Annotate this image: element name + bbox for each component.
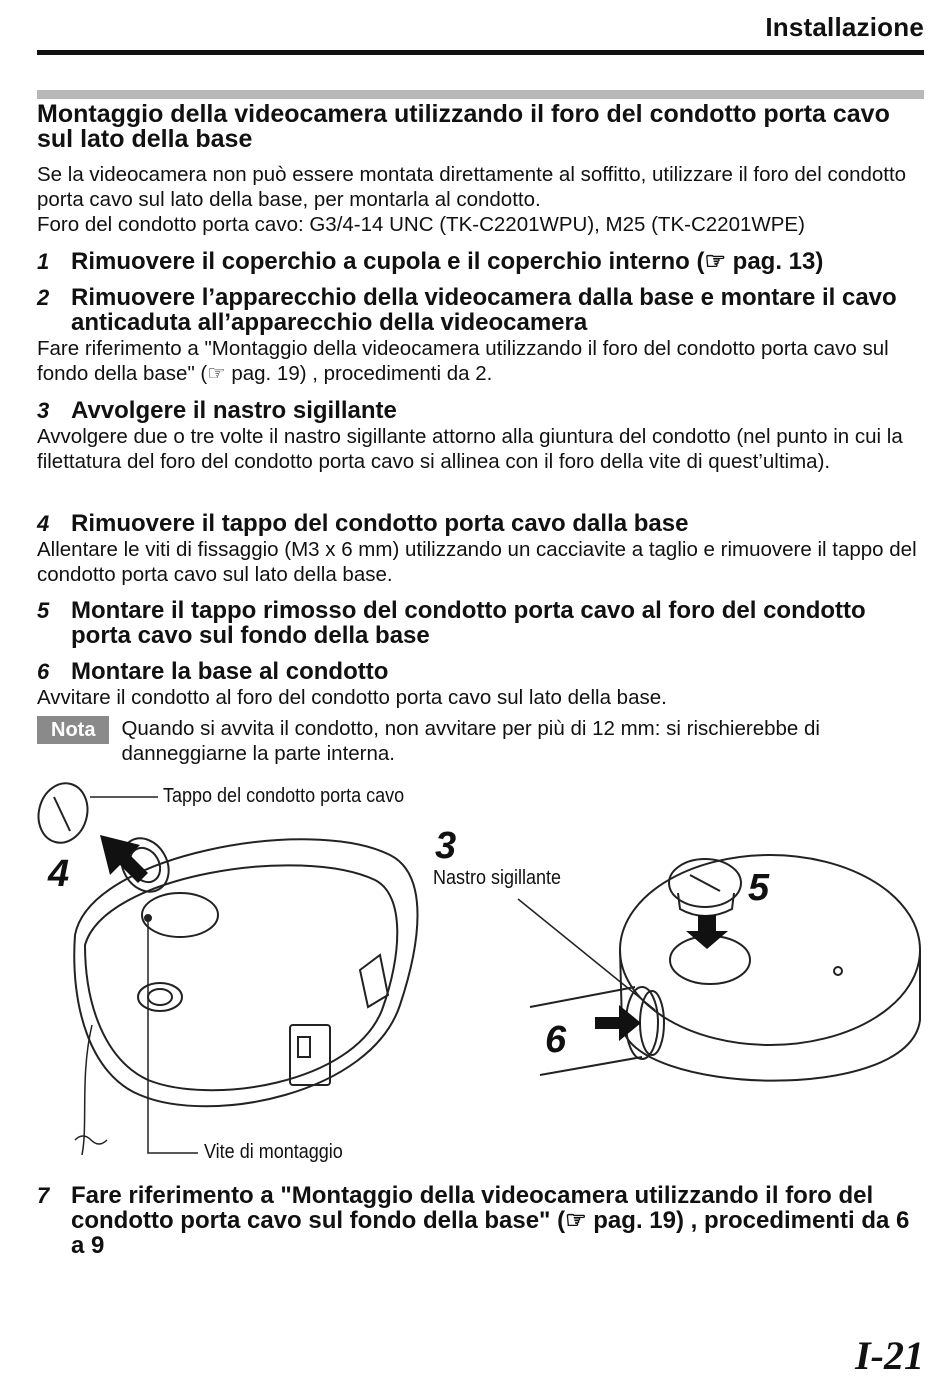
step-title: Rimuovere il tappo del condotto porta cavo dalla base bbox=[71, 510, 689, 537]
page-header bbox=[37, 12, 924, 56]
step-3 bbox=[37, 398, 927, 474]
step-number: 6 bbox=[37, 659, 50, 684]
figure-number-4: 4 bbox=[48, 853, 70, 895]
step-number: 2 bbox=[37, 285, 50, 310]
step-title: Avvolgere il nastro sigillante bbox=[71, 397, 397, 424]
step-number: 7 bbox=[37, 1183, 50, 1208]
step-title: Montare il tappo rimosso del condotto porta cavo al foro del condotto porta cavo sul fondo della base bbox=[71, 597, 866, 649]
step-5 bbox=[37, 598, 927, 648]
right-cap-slot bbox=[690, 875, 720, 891]
step-number: 3 bbox=[37, 398, 50, 423]
step-4 bbox=[37, 511, 927, 587]
intro-paragraph: Foro del condotto porta cavo: G3/4-14 UNC (TK-C2201WPU), M25 (TK-C2201WPE) bbox=[37, 213, 805, 236]
left-terminal-inner bbox=[298, 1037, 310, 1057]
step-1 bbox=[37, 249, 927, 274]
page-number: I-21 bbox=[855, 1333, 924, 1378]
arrow-down-icon bbox=[686, 915, 728, 949]
note-label: Nota bbox=[37, 716, 109, 744]
figure-number-3: 3 bbox=[435, 825, 457, 867]
arrow-up-left-icon bbox=[100, 835, 148, 883]
step-2 bbox=[37, 285, 927, 386]
label-cap: Tappo del condotto porta cavo bbox=[163, 785, 405, 807]
step-number: 1 bbox=[37, 249, 50, 274]
right-small-hole bbox=[834, 967, 842, 975]
label-screw: Vite di montaggio bbox=[204, 1141, 343, 1163]
label-tape: Nastro sigillante bbox=[433, 867, 562, 889]
step-number: 5 bbox=[37, 598, 50, 623]
step-title: Montare la base al condotto bbox=[71, 658, 389, 685]
step-7 bbox=[37, 1183, 927, 1258]
arrow-right-icon bbox=[595, 1005, 641, 1041]
note-text: Quando si avvita il condotto, non avvitare per più di 12 mm: si rischierebbe di danneggiarne la parte interna. bbox=[121, 717, 820, 765]
step-number: 4 bbox=[37, 511, 50, 536]
left-center-hole bbox=[142, 893, 218, 937]
section-intro bbox=[37, 162, 929, 237]
right-base-top bbox=[620, 855, 920, 1045]
section-title: Montaggio della videocamera utilizzando il foro del condotto porta cavo sul lato della base bbox=[37, 100, 890, 153]
section-bar bbox=[37, 90, 924, 99]
step-body: Allentare le viti di fissaggio (M3 x 6 mm) utilizzando un cacciavite a taglio e rimuovere il tappo del condotto porta cavo sul lato della base. bbox=[37, 538, 917, 586]
left-bracket bbox=[360, 955, 388, 1007]
step-6 bbox=[37, 659, 927, 710]
cable-end bbox=[75, 1136, 107, 1144]
step-body: Fare riferimento a "Montaggio della videocamera utilizzando il foro del condotto porta cavo sul fondo della base" (☞ pag. 19) , procedimenti da 2. bbox=[37, 337, 889, 385]
installation-illustration bbox=[30, 775, 930, 1175]
left-base-inner bbox=[85, 865, 397, 1090]
figure-number-6: 6 bbox=[545, 1019, 567, 1061]
step-title: Fare riferimento a "Montaggio della videocamera utilizzando il foro del condotto porta cavo sul fondo della base" (☞ pag. 19) , procedimenti da 6 a 9 bbox=[71, 1182, 910, 1259]
right-base-side bbox=[620, 950, 920, 1081]
tape-leader bbox=[518, 899, 655, 1010]
step-body: Avvitare il condotto al foro del condotto porta cavo sul lato della base. bbox=[37, 686, 667, 709]
figure-number-5: 5 bbox=[748, 867, 770, 909]
installation-figure bbox=[30, 775, 930, 1175]
note-box bbox=[37, 716, 927, 766]
cap-slot bbox=[54, 797, 70, 831]
screw bbox=[145, 915, 151, 921]
header-rule bbox=[37, 50, 924, 55]
removed-cap bbox=[32, 778, 94, 848]
step-title: Rimuovere l’apparecchio della videocamera dalla base e montare il cavo anticaduta all’apparecchio della videocamera bbox=[71, 284, 897, 336]
screw-leader bbox=[148, 920, 198, 1153]
intro-paragraph: Se la videocamera non può essere montata direttamente al soffitto, utilizzare il foro del condotto porta cavo sul lato della base, per montarla al condotto. bbox=[37, 163, 907, 211]
left-bottom-hole bbox=[138, 983, 182, 1011]
step-title: Rimuovere il coperchio a cupola e il coperchio interno (☞ pag. 13) bbox=[71, 248, 824, 275]
left-bottom-hole-inner bbox=[148, 989, 172, 1005]
step-body: Avvolgere due o tre volte il nastro sigillante attorno alla giuntura del condotto (nel punto in cui la filettatura del foro del condotto porta cavo si allinea con il foro della vite di quest’ultima). bbox=[37, 425, 903, 473]
header-title: Installazione bbox=[765, 12, 924, 42]
